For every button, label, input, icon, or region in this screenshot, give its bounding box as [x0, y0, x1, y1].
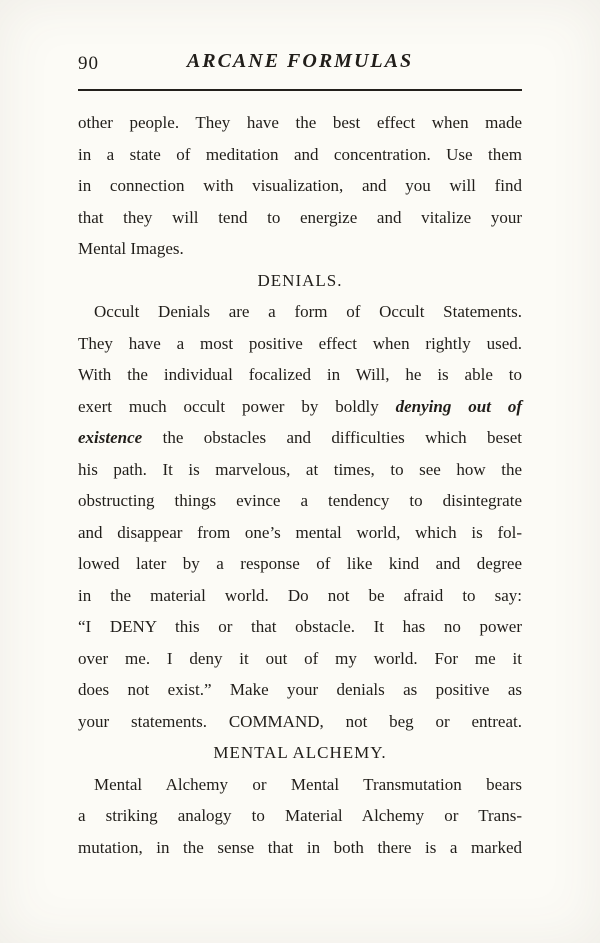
text-line: [78, 202, 522, 234]
text-line: [78, 422, 522, 454]
paragraph: [78, 107, 522, 265]
text-run: mutation, in the sense that in both there is a marked: [78, 837, 522, 857]
text-line: [78, 107, 522, 139]
text-run: Occult Denials are a form of Occult Statements.: [94, 302, 522, 321]
page-number: 90: [78, 53, 99, 74]
text-run: in the material world. Do not be afraid to say:: [78, 585, 522, 605]
text-run: the obstacles and difficulties which beset: [142, 428, 522, 447]
text-line: [78, 359, 522, 391]
text-line: [78, 328, 522, 360]
emphasized-text: denying out of: [395, 396, 522, 416]
text-run: over me. I deny it out of my world. For me it: [78, 648, 522, 668]
text-line: [78, 233, 522, 265]
text-line: [78, 391, 522, 423]
paragraph: [78, 769, 522, 864]
text-run: exert much occult power by boldly: [78, 396, 396, 416]
text-run: his path. It is marvelous, at times, to see how the: [78, 459, 522, 479]
text-line: [78, 706, 522, 738]
page-header: [78, 50, 522, 82]
text-line: [78, 800, 522, 832]
emphasized-text: existence: [78, 428, 143, 447]
text-line: [78, 611, 522, 643]
section-heading: MENTAL ALCHEMY.: [213, 743, 387, 762]
text-run: “I DENY this or that obstacle. It has no power: [78, 617, 522, 636]
header-rule: [78, 89, 522, 91]
text-run: obstructing things evince a tendency to disintegrate: [78, 491, 522, 510]
section-heading: DENIALS.: [257, 270, 343, 290]
text-run: in connection with visualization, and you will find: [78, 176, 522, 195]
text-run: in a state of meditation and concentration. Use them: [78, 144, 522, 164]
paragraph: [78, 296, 522, 737]
text-line: [78, 170, 522, 202]
page-body: [78, 107, 522, 863]
text-line: [78, 580, 522, 612]
text-line: [78, 517, 522, 549]
text-run: a striking analogy to Material Alchemy or Trans-: [78, 806, 522, 825]
running-title: ARCANE FORMULAS: [186, 50, 414, 72]
text-line: [78, 485, 522, 517]
text-run: other people. They have the best effect when made: [78, 113, 522, 132]
text-line: [78, 139, 522, 171]
text-run: that they will tend to energize and vitalize your: [78, 207, 522, 227]
text-run: and disappear from one’s mental world, which is fol-: [78, 522, 522, 542]
text-run: They have a most positive effect when rightly used.: [78, 333, 522, 353]
text-line: [78, 769, 522, 801]
text-line: [78, 674, 522, 706]
text-line: [78, 454, 522, 486]
text-line: [78, 832, 522, 864]
text-line: [78, 296, 522, 328]
text-run: lowed later by a response of like kind and degree: [78, 554, 522, 573]
text-run: your statements. COMMAND, not beg or entreat.: [78, 711, 522, 731]
text-line: [78, 643, 522, 675]
text-run: does not exist.” Make your denials as positive as: [78, 680, 522, 699]
text-run: Mental Alchemy or Mental Transmutation bears: [94, 774, 522, 794]
text-line: [78, 548, 522, 580]
text-run: With the individual focalized in Will, he is able to: [78, 365, 522, 384]
text-run: Mental Images.: [78, 239, 184, 258]
